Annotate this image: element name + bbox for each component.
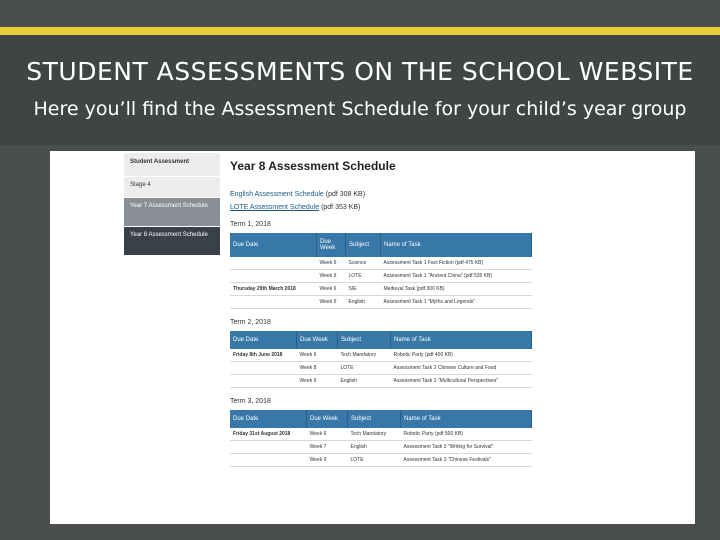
website-screenshot (50, 151, 695, 524)
table-row: Friday 31st August 2018 Week 6 Tech Mandatory Robotic Party (pdf 500 KB) (230, 428, 532, 441)
file-size: (pdf 308 KB) (325, 191, 366, 198)
term-3-label: Term 3, 2018 (230, 398, 271, 405)
sidebar-item-year-8[interactable]: Year 8 Assessment Schedule (124, 227, 220, 256)
table-row: Week 9 English Assessment Task 1 "Myths and Legends" (230, 296, 532, 309)
col-subject: Subject (348, 410, 401, 428)
term-2-label: Term 2, 2018 (230, 319, 271, 326)
sidebar-item-stage-4[interactable]: Stage 4 (124, 177, 220, 198)
col-task: Name of Task (391, 331, 532, 349)
table-row: Week 9 LOTE Assessment Task 1 "Ancient China" (pdf 535 KB) (230, 270, 532, 283)
slide-title: STUDENT ASSESSMENTS ON THE SCHOOL WEBSITE (26, 57, 694, 86)
table-row: Thursday 29th March 2018 Week 9 SIE Medieval Task (pdf 300 KB) (230, 283, 532, 296)
table-row: Week 9 English Assessment Task 2 "Multicultural Perspectives" (230, 375, 532, 388)
slide-header (0, 35, 720, 145)
lote-schedule-link[interactable]: LOTE Assessment Schedule (230, 204, 320, 211)
col-due-week: Due Week (307, 410, 348, 428)
slide-subtitle: Here you’ll find the Assessment Schedule for your child’s year group (33, 98, 687, 120)
term-3-table (230, 410, 532, 467)
table-row: Friday 8th June 2018 Week 6 Tech Mandatory Robotic Party (pdf 400 KB) (230, 349, 532, 362)
col-due-week: Due Week (317, 233, 346, 257)
download-lote (230, 204, 710, 211)
col-task: Name of Task (381, 233, 532, 257)
table-row: Week 7 English Assessment Task 3 "Writing for Survival" (230, 441, 532, 454)
table-row: Week 9 LOTE Assessment Task 3 "Chinese Festivals" (230, 454, 532, 467)
col-due-date: Due Date (230, 233, 317, 257)
table-row: Week 8 LOTE Assessment Task 2 Chinese Culture and Food (230, 362, 532, 375)
col-task: Name of Task (401, 410, 532, 428)
table-row: Week 6 Science Assessment Task 1 Fact Fiction (pdf 475 KB) (230, 257, 532, 270)
term-1-label: Term 1, 2018 (230, 221, 271, 228)
main-content (230, 153, 710, 467)
col-subject: Subject (338, 331, 391, 349)
col-due-date: Due Date (230, 410, 307, 428)
col-due-week: Due Week (297, 331, 338, 349)
col-subject: Subject (346, 233, 381, 257)
term-1-table (230, 233, 532, 309)
download-english (230, 191, 710, 198)
sidebar (124, 153, 220, 256)
col-due-date: Due Date (230, 331, 297, 349)
page-title: Year 8 Assessment Schedule (230, 159, 396, 173)
term-2-table (230, 331, 532, 388)
sidebar-item-year-7[interactable]: Year 7 Assessment Schedule (124, 198, 220, 227)
sidebar-item-student-assessment[interactable]: Student Assessment (124, 153, 220, 177)
english-schedule-link[interactable]: English Assessment Schedule (230, 191, 324, 198)
accent-bar (0, 27, 720, 35)
file-size: (pdf 353 KB) (321, 204, 361, 211)
